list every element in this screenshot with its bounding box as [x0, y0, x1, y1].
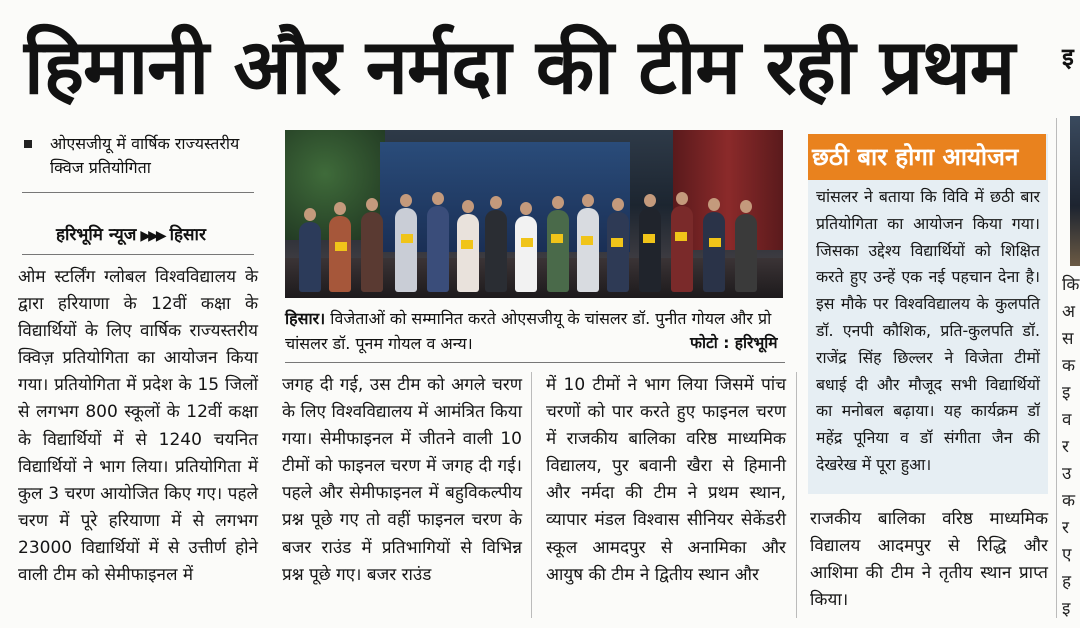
photo-credit: फोटो : हरिभूमि: [690, 334, 778, 352]
column-divider: [1056, 118, 1057, 618]
byline-source: हरिभूमि न्यूज: [56, 225, 137, 245]
headline: हिमानी और नर्मदा की टीम रही प्रथम: [24, 22, 1015, 111]
adjacent-article-letter: इ: [1062, 43, 1074, 71]
byline-divider: [22, 254, 254, 255]
sidebar-text: चांसलर ने बताया कि विवि में छठी बार प्रतियोगिता का आयोजन किया गया। जिसका उद्देश्य विद्यार्थियों को शिक्षित करते हुए उन्हें एक नई पहचान देना है। इस मौके पर विश्वविद्यालय के कुलपति डॉ. एनपी कौशिक, प्रति-कुलपति डॉ. राजेंद्र सिंह छिल्लर ने विजेता टीमों बधाई दी और मौजूद सभी विद्यार्थियों का मनोबल बढ़ाया। यह कार्यक्रम डॉ महेंद्र पूनिया व डॉ संगीता जैन की देखरेख में पूरा हुआ।: [816, 187, 1040, 474]
sidebar-title: छठी बार होगा आयोजन: [808, 134, 1046, 180]
caption-text: विजेताओं को सम्मानित करते ओएसजीयू के चांसलर डॉ. पुनीत गोयल और प्रो चांसलर डॉ. पूनम गोयल व अन्य।: [285, 309, 772, 353]
summary-divider: [22, 192, 254, 193]
bullet-square-icon: [24, 140, 32, 148]
article-column-2: जगह दी गई, उस टीम को अगले चरण के लिए विश्वविद्यालय में आमंत्रित किया गया। सेमीफाइनल में जीतने वाली 10 टीमों को फाइनल चरण में जगह दी गई। पहले और सेमीफाइनल में बहुविकल्पीय प्रश्न पूछे गए तो वहीं फाइनल चरण के बजर राउंड में प्रतिभागियों से विभिन्न प्रश्न पूछे गए। बजर राउंड: [282, 375, 522, 585]
byline: [56, 222, 206, 245]
column-divider: [796, 372, 797, 618]
article-column-3: में 10 टीमों ने भाग लिया जिसमें पांच चरणों को पार करते हुए फाइनल चरण में राजकीय बालिका वरिष्ठ माध्यमिक विद्यालय, पुर बवानी खैरा से हिमानी और नर्मदा की टीम ने प्रथम स्थान, व्यापार मंडल विश्वास सीनियर सेकेंडरी स्कूल आमदपुर से अनामिका और आयुष की टीम ने द्वितीय स्थान और: [546, 375, 786, 585]
forward-arrows-icon: ▶▶▶: [140, 228, 164, 244]
adjacent-article-photo: [1070, 116, 1080, 266]
caption-place: हिसार।: [285, 309, 326, 328]
caption-divider: [285, 362, 785, 363]
article-column-4: राजकीय बालिका वरिष्ठ माध्यमिक विद्यालय आदमपुर से रिद्धि और आशिमा की टीम ने तृतीय स्थान प्राप्त किया।: [810, 509, 1048, 611]
article-column-1: ओम स्टर्लिंग ग्लोबल विश्वविद्यालय के द्वारा हरियाणा के 12वीं कक्षा के विद्यार्थियों के लिए वार्षिक राज्यस्तरीय क्विज़ प्रतियोगिता का आयोजन किया गया। प्रतियोगिता में प्रदेश के 15 जिलों से लगभग 800 स्कूलों के 12वीं कक्षा के विद्यार्थियों में से 1240 चयनित विद्यार्थियों ने भाग लिया। प्रतियोगिता में कुल 3 चरण आयोजित किए गए। पहले चरण में पूरे हरियाणा में से लगभग 23000 विद्यार्थियों में से उत्तीर्ण होने वाली टीम को सेमीफाइनल में: [18, 267, 258, 586]
summary-text: ओएसजीयू में वार्षिक राज्यस्तरीय क्विज प्रतियोगिता: [50, 134, 240, 177]
byline-city: हिसार: [169, 225, 206, 245]
adjacent-article-column: कि अ स क इ व र उ क र ए ह इ: [1062, 275, 1080, 619]
column-divider: [531, 372, 532, 618]
event-photo: [285, 130, 783, 298]
